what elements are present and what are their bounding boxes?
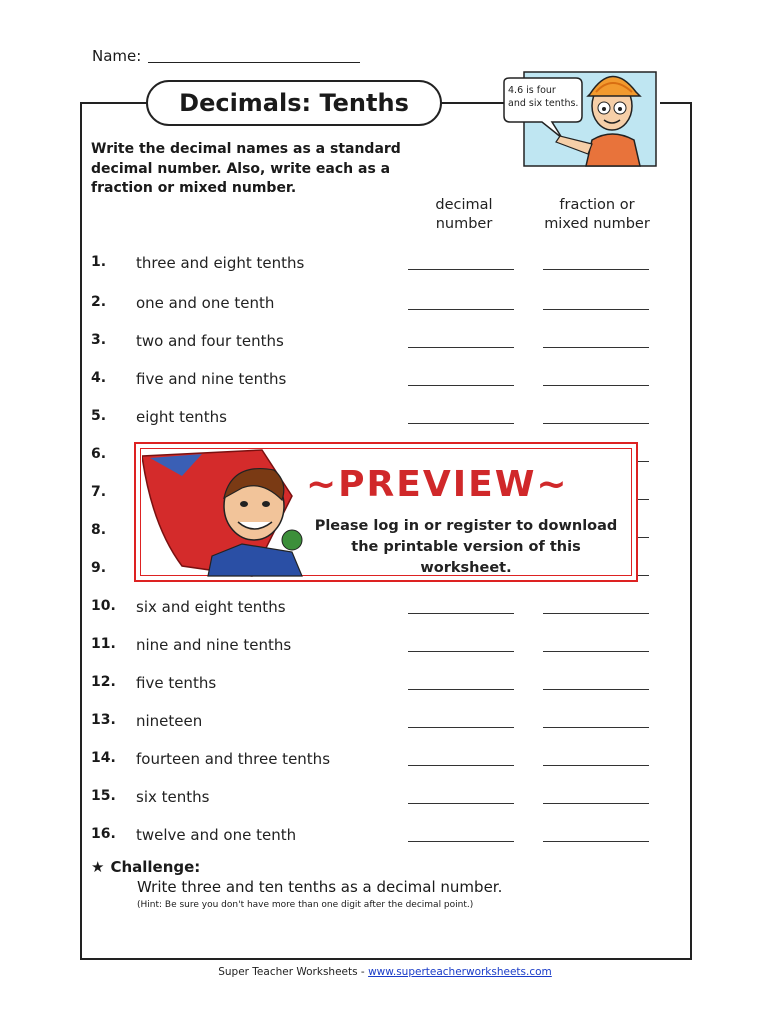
question-text: three and eight tenths xyxy=(136,254,305,272)
question-row xyxy=(91,408,661,430)
decimal-answer-blank[interactable] xyxy=(408,841,514,842)
decimal-answer-blank[interactable] xyxy=(408,689,514,690)
question-number: 3. xyxy=(91,332,107,348)
boy-illustration xyxy=(500,58,660,178)
decimal-answer-blank[interactable] xyxy=(408,613,514,614)
fraction-answer-blank[interactable] xyxy=(543,841,649,842)
fraction-answer-blank[interactable] xyxy=(543,689,649,690)
question-text: one and one tenth xyxy=(136,294,275,312)
fraction-answer-blank[interactable] xyxy=(543,423,649,424)
question-text: twelve and one tenth xyxy=(136,826,297,844)
question-number: 7. xyxy=(91,484,107,500)
name-field[interactable] xyxy=(148,62,360,63)
question-number: 11. xyxy=(91,636,116,652)
question-text: eight tenths xyxy=(136,408,227,426)
question-row xyxy=(91,294,661,316)
question-row xyxy=(91,598,661,620)
challenge-section xyxy=(91,858,651,910)
preview-message: Please log in or register to download the printable version of this worksheet. xyxy=(314,518,618,576)
fraction-answer-blank[interactable] xyxy=(543,765,649,766)
question-number: 9. xyxy=(91,560,107,576)
fraction-answer-blank[interactable] xyxy=(543,269,649,270)
fraction-answer-blank[interactable] xyxy=(543,347,649,348)
footer-text: Super Teacher Worksheets - xyxy=(218,966,369,978)
question-text: fourteen and three tenths xyxy=(136,750,331,768)
fraction-answer-blank[interactable] xyxy=(543,727,649,728)
question-text: six tenths xyxy=(136,788,210,806)
decimal-answer-blank[interactable] xyxy=(408,347,514,348)
superhero-illustration xyxy=(142,436,312,584)
question-number: 6. xyxy=(91,446,107,462)
question-number: 12. xyxy=(91,674,116,690)
question-row xyxy=(91,826,661,848)
question-text: five tenths xyxy=(136,674,217,692)
decimal-answer-blank[interactable] xyxy=(408,651,514,652)
instructions: Write the decimal names as a standard decimal number. Also, write each as a fraction or mixed number. xyxy=(91,141,401,196)
question-number: 10. xyxy=(91,598,116,614)
decimal-answer-blank[interactable] xyxy=(408,385,514,386)
question-number: 5. xyxy=(91,408,107,424)
question-row xyxy=(91,370,661,392)
question-row xyxy=(91,332,661,354)
fraction-answer-blank[interactable] xyxy=(543,613,649,614)
speech-bubble xyxy=(508,84,580,110)
question-text: five and nine tenths xyxy=(136,370,287,388)
decimal-answer-blank[interactable] xyxy=(408,309,514,310)
question-text: six and eight tenths xyxy=(136,598,286,616)
question-text: nineteen xyxy=(136,712,203,730)
preview-title: ~PREVIEW~ xyxy=(306,464,569,505)
fraction-answer-blank[interactable] xyxy=(543,385,649,386)
question-number: 1. xyxy=(91,254,107,270)
challenge-hint: (Hint: Be sure you don't have more than one digit after the decimal point.) xyxy=(137,900,474,910)
question-row xyxy=(91,674,661,696)
decimal-column-header: decimal number xyxy=(435,197,493,232)
fraction-column-header: fraction or mixed number xyxy=(544,197,650,232)
question-number: 14. xyxy=(91,750,116,766)
question-number: 13. xyxy=(91,712,116,728)
speech-line-1: 4.6 is four xyxy=(508,85,556,96)
page-title: Decimals: Tenths xyxy=(146,80,442,126)
fraction-answer-blank[interactable] xyxy=(543,309,649,310)
question-number: 8. xyxy=(91,522,107,538)
question-number: 2. xyxy=(91,294,107,310)
question-row xyxy=(91,788,661,810)
footer-link[interactable]: www.superteacherworksheets.com xyxy=(368,966,552,978)
question-row xyxy=(91,254,661,276)
challenge-heading: Challenge: xyxy=(110,858,201,876)
decimal-answer-blank[interactable] xyxy=(408,269,514,270)
question-row xyxy=(91,750,661,772)
question-row xyxy=(91,712,661,734)
name-label: Name: xyxy=(92,47,142,65)
question-text: nine and nine tenths xyxy=(136,636,292,654)
decimal-answer-blank[interactable] xyxy=(408,727,514,728)
question-number: 4. xyxy=(91,370,107,386)
decimal-answer-blank[interactable] xyxy=(408,423,514,424)
speech-line-2: and six tenths. xyxy=(508,98,579,109)
decimal-answer-blank[interactable] xyxy=(408,803,514,804)
question-number: 16. xyxy=(91,826,116,842)
star-icon: ★ xyxy=(91,858,105,876)
fraction-answer-blank[interactable] xyxy=(543,651,649,652)
fraction-answer-blank[interactable] xyxy=(543,803,649,804)
footer xyxy=(0,966,770,978)
preview-banner xyxy=(134,442,638,582)
challenge-text: Write three and ten tenths as a decimal number. xyxy=(137,878,503,896)
question-text: two and four tenths xyxy=(136,332,284,350)
decimal-answer-blank[interactable] xyxy=(408,765,514,766)
question-number: 15. xyxy=(91,788,116,804)
question-row xyxy=(91,636,661,658)
